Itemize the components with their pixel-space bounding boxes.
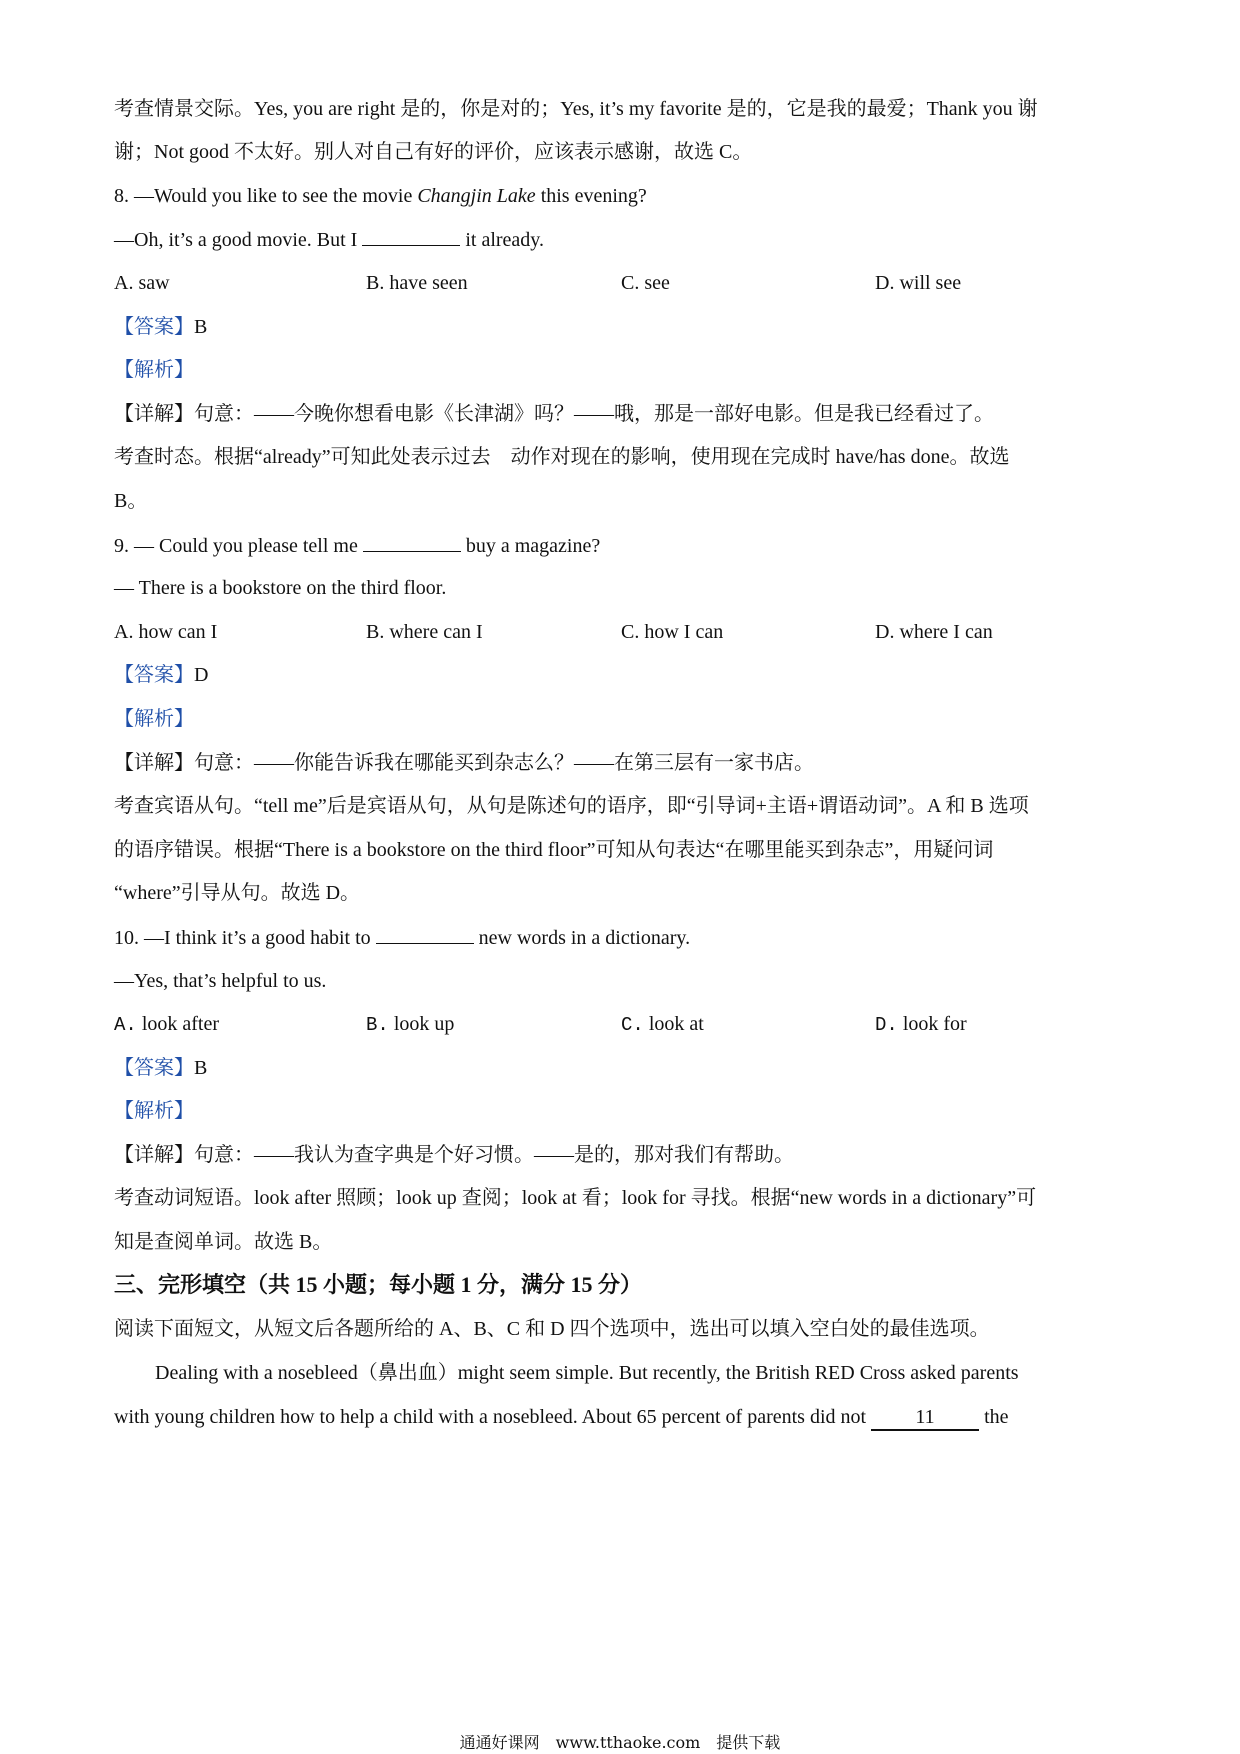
answer-blank <box>362 227 460 246</box>
stem-text: this evening? <box>535 185 647 207</box>
passage-text: the <box>979 1406 1009 1428</box>
answer-value: B <box>194 316 208 338</box>
option-letter: C. <box>621 1014 644 1036</box>
analysis-tag: 【解析】 <box>114 708 194 730</box>
text-line: 考查情景交际。Yes, you are right 是的，你是对的；Yes, it’s my favorite 是的，它是我的最爱；Thank you 谢 <box>114 98 1038 120</box>
detail-line <box>114 1143 1134 1167</box>
section-instruction: 阅读下面短文，从短文后各题所给的 A、B、C 和 D 四个选项中，选出可以填入空白处的最佳选项。 <box>114 1318 990 1340</box>
option-letter: B. <box>366 1014 389 1036</box>
explanation-line: B。 <box>114 490 148 512</box>
detail-line <box>114 751 1134 775</box>
answer-value: D <box>194 664 209 686</box>
numbered-blank: 11 <box>871 1405 979 1431</box>
stem-text: buy a magazine? <box>460 535 601 557</box>
option-d <box>875 1012 967 1037</box>
question-9-stem <box>114 533 1134 558</box>
option-d: D. will see <box>875 272 962 294</box>
explanation-line: 考查动词短语。look after 照顾；look up 查阅；look at 看；look for 寻找。根据“new words in a dictionary”可 <box>114 1187 1037 1209</box>
option-text: look at <box>648 1013 704 1035</box>
analysis-line <box>114 358 1134 382</box>
stem-text: 8. —Would you like to see the movie <box>114 185 418 207</box>
option-a: A. saw <box>114 272 170 294</box>
option-c <box>621 1012 704 1037</box>
question-10-reply: —Yes, that’s helpful to us. <box>114 970 327 992</box>
detail-text: 句意：——今晚你想看电影《长津湖》吗？——哦，那是一部好电影。但是我已经看过了。 <box>194 403 994 425</box>
section-heading: 三、完形填空（共 15 小题；每小题 1 分，满分 15 分） <box>114 1272 643 1297</box>
detail-tag: 【详解】 <box>114 752 194 774</box>
page-footer: 通通好课网 www.tthaoke.com 提供下载 <box>459 1733 781 1752</box>
explanation-line: 考查宾语从句。“tell me”后是宾语从句，从句是陈述句的语序，即“引导词+主语+谓语动词”。A 和 B 选项 <box>114 795 1029 817</box>
analysis-tag: 【解析】 <box>114 1100 194 1122</box>
passage-text: with young children how to help a child with a nosebleed. About 65 percent of parents did not <box>114 1406 872 1428</box>
detail-text: 句意：——我认为查字典是个好习惯。——是的，那对我们有帮助。 <box>194 1144 794 1166</box>
analysis-line <box>114 1099 1134 1123</box>
detail-line <box>114 402 1134 426</box>
explanation-line: 考查时态。根据“already”可知此处表示过去 动作对现在的影响，使用现在完成时 have/has done。故选 <box>114 446 1010 468</box>
explanation-line: 知是查阅单词。故选 B。 <box>114 1231 333 1253</box>
answer-blank <box>376 925 474 944</box>
option-letter: A. <box>114 1014 137 1036</box>
question-10-stem <box>114 925 1134 950</box>
detail-tag: 【详解】 <box>114 403 194 425</box>
answer-tag: 【答案】 <box>114 1057 194 1079</box>
stem-text: 10. —I think it’s a good habit to <box>114 927 376 949</box>
answer-tag: 【答案】 <box>114 664 194 686</box>
stem-text: 9. — Could you please tell me <box>114 535 363 557</box>
option-d: D. where I can <box>875 621 993 643</box>
text-line: 谢；Not good 不太好。别人对自己有好的评价，应该表示感谢，故选 C。 <box>114 141 753 163</box>
answer-tag: 【答案】 <box>114 316 194 338</box>
answer-line <box>114 1056 1134 1080</box>
option-c: C. see <box>621 272 670 294</box>
passage-line: Dealing with a nosebleed（鼻出血）might seem simple. But recently, the British RED Cross asked parents <box>155 1362 1019 1384</box>
stem-text: new words in a dictionary. <box>473 927 691 949</box>
option-a: A. how can I <box>114 621 218 643</box>
question-8-reply <box>114 227 1134 252</box>
detail-text: 句意：——你能告诉我在哪能买到杂志么？——在第三层有一家书店。 <box>194 752 814 774</box>
option-b <box>366 1012 454 1037</box>
option-a <box>114 1012 219 1037</box>
question-8-stem <box>114 184 1134 208</box>
passage-line <box>114 1405 1134 1431</box>
option-text: look up <box>393 1013 455 1035</box>
question-9-reply: — There is a bookstore on the third floor. <box>114 577 447 599</box>
option-text: look after <box>141 1013 219 1035</box>
detail-tag: 【详解】 <box>114 1144 194 1166</box>
reply-text: it already. <box>460 229 544 251</box>
option-b: B. have seen <box>366 272 468 294</box>
option-c: C. how I can <box>621 621 724 643</box>
answer-value: B <box>194 1057 208 1079</box>
explanation-line: 的语序错误。根据“There is a bookstore on the third floor”可知从句表达“在哪里能买到杂志”，用疑问词 <box>114 839 994 861</box>
option-text: look for <box>902 1013 967 1035</box>
answer-blank <box>363 533 461 552</box>
analysis-line <box>114 707 1134 731</box>
explanation-line: “where”引导从句。故选 D。 <box>114 882 361 904</box>
reply-text: —Oh, it’s a good movie. But I <box>114 229 363 251</box>
answer-line <box>114 315 1134 339</box>
movie-title: Changjin Lake <box>417 185 536 207</box>
option-b: B. where can I <box>366 621 483 643</box>
answer-line <box>114 663 1134 687</box>
option-letter: D. <box>875 1014 898 1036</box>
analysis-tag: 【解析】 <box>114 359 194 381</box>
